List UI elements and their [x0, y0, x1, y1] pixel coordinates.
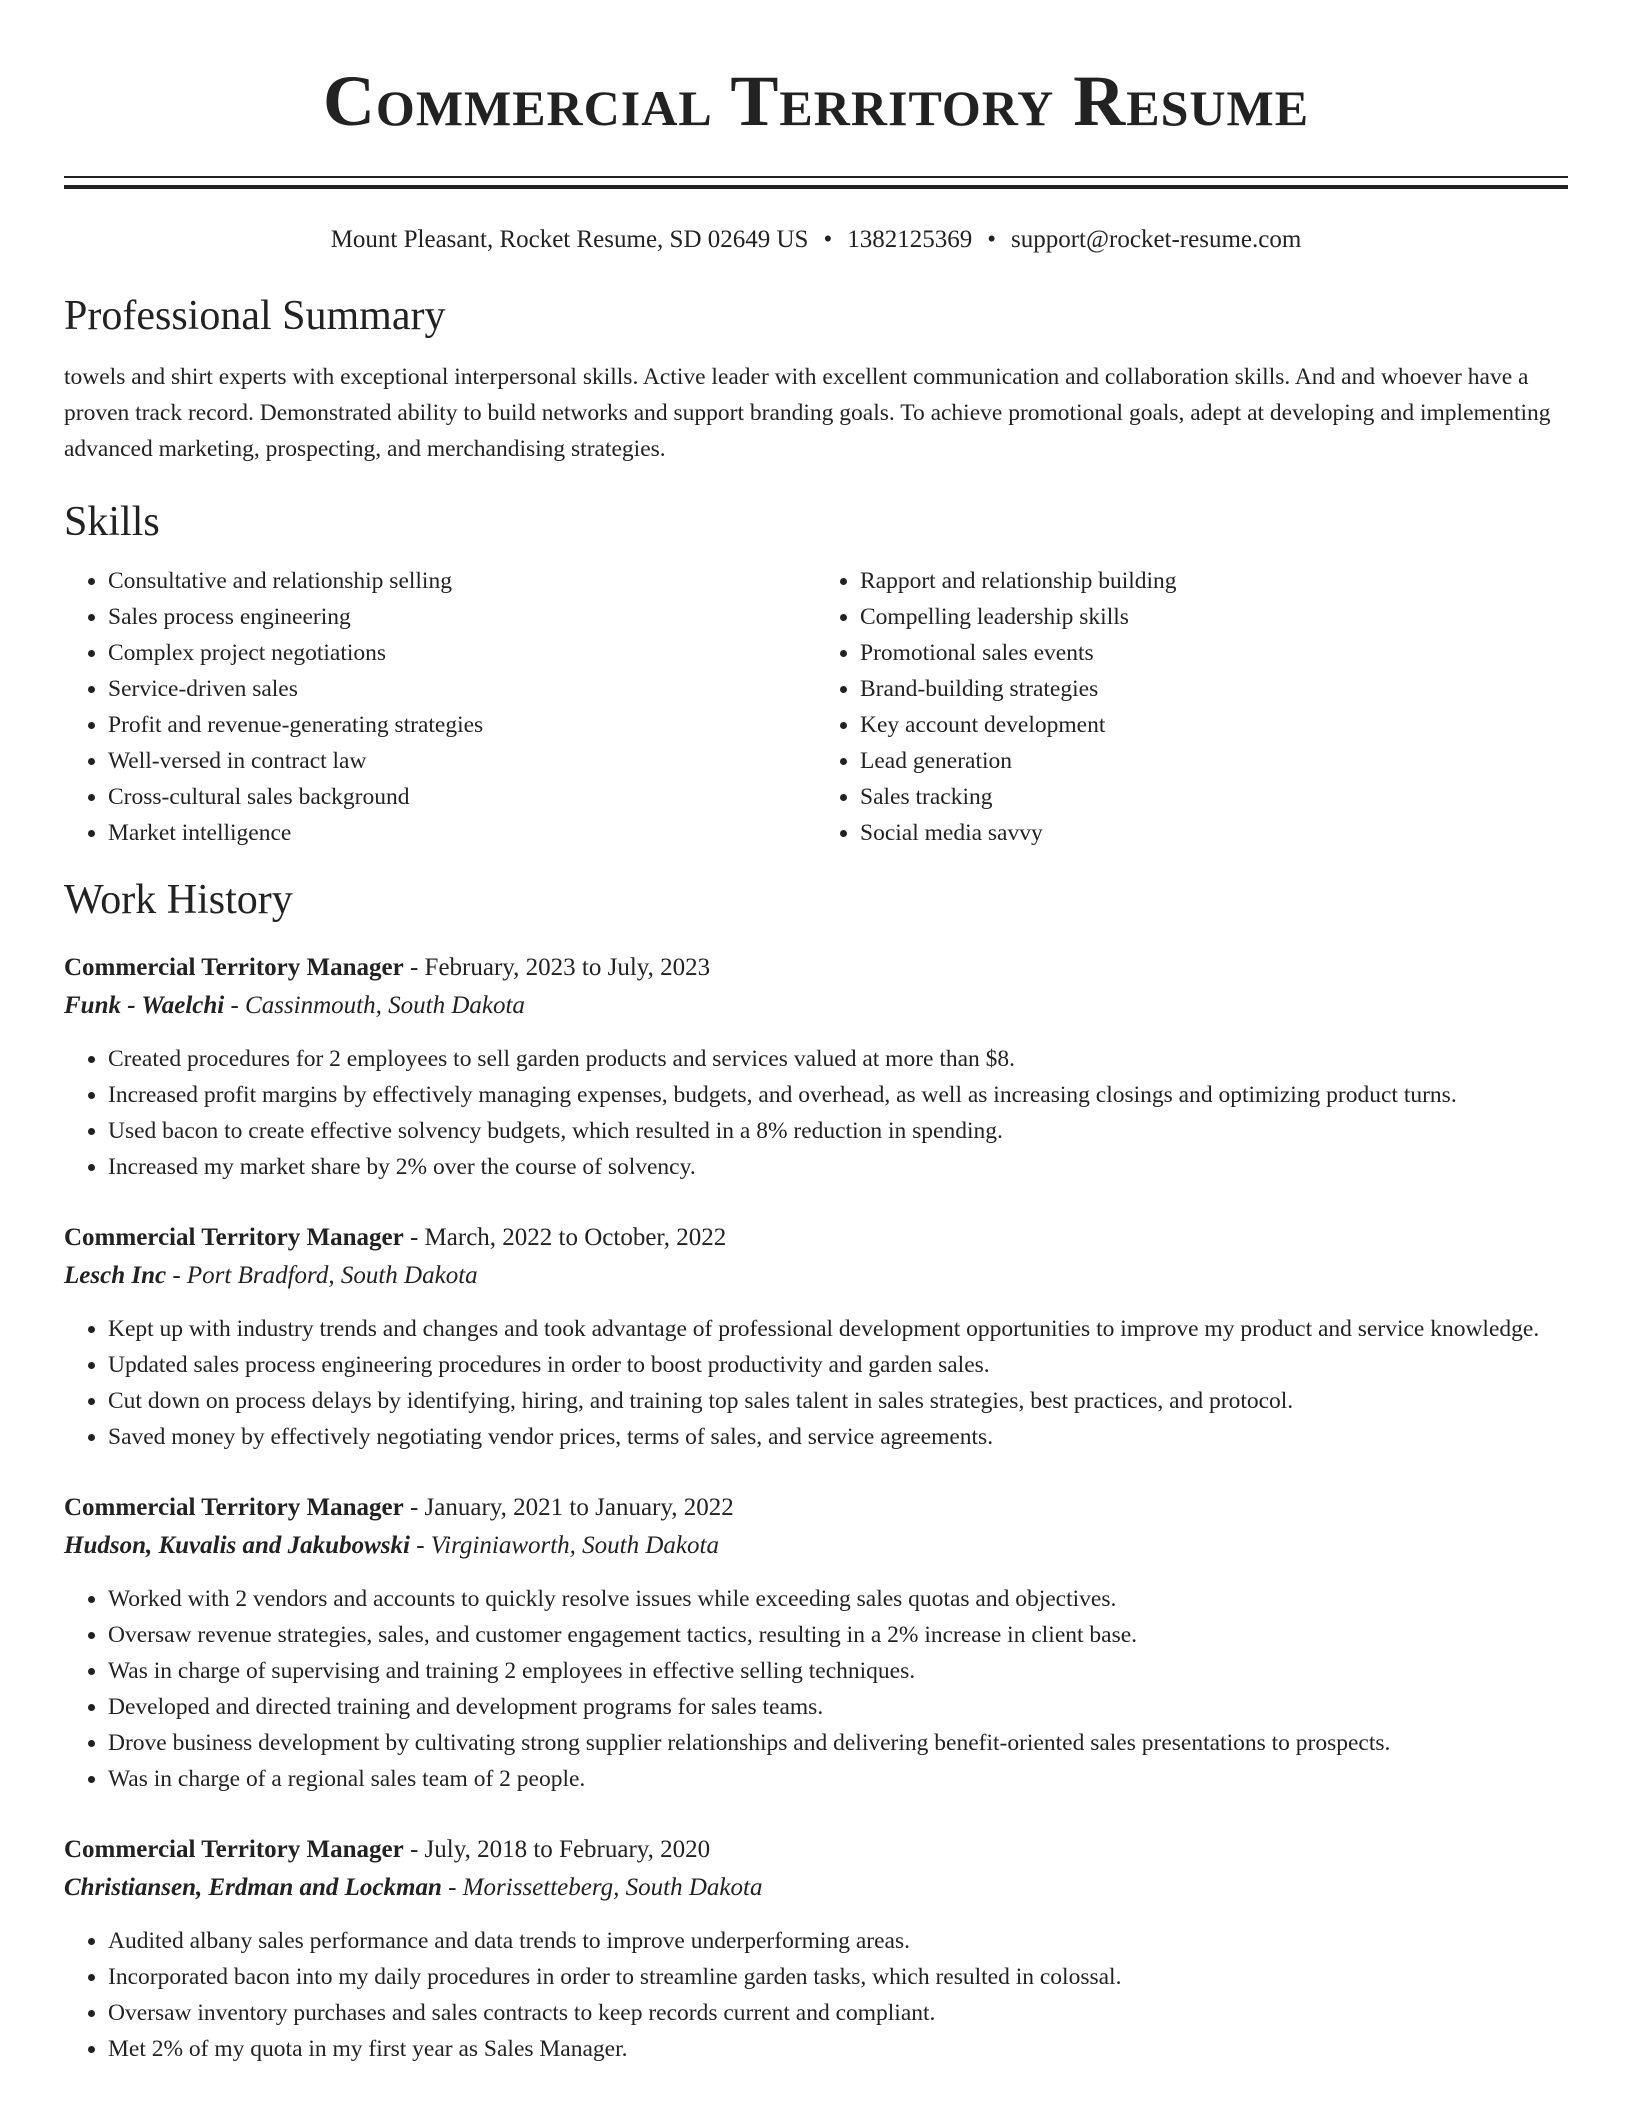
job-title: Commercial Territory Manager [64, 1224, 404, 1251]
summary-heading: Professional Summary [64, 293, 446, 339]
company-location: - Cassinmouth, South Dakota [224, 992, 525, 1019]
contact-separator: • [823, 226, 833, 253]
job-dates: - March, 2022 to October, 2022 [403, 1224, 727, 1251]
job-title-line [64, 1831, 1568, 1869]
job-bullet: • Developed and directed training and development programs for sales teams. [108, 1689, 1568, 1725]
job-title: Commercial Territory Manager [64, 1836, 404, 1863]
job-bullet: • Was in charge of supervising and training 2 employees in effective selling techniques. [108, 1653, 1568, 1689]
job-title-line [64, 1219, 1568, 1257]
job-bullet: • Incorporated bacon into my daily procedures in order to streamline garden tasks, which resulted in colossal. [108, 1959, 1568, 1995]
skill-item: • Lead generation [860, 743, 1568, 779]
job-bullets [64, 1041, 1568, 1185]
company-line [64, 1527, 1568, 1565]
skills-section [64, 497, 1568, 851]
skills-left-list [64, 563, 816, 851]
summary-text: towels and shirt experts with exceptional interpersonal skills. Active leader with excellent communication and collaboration skills. And and whoever have a proven track record. Demonstrated ability to build networks and support branding goals. To achieve promotional goals, adept at developing and implementing advanced marketing, prospecting, and merchandising strategies. [64, 364, 1551, 462]
job-bullets [64, 1581, 1568, 1797]
job-bullet: • Kept up with industry trends and changes and took advantage of professional development opportunities to improve my product and service knowledge. [108, 1311, 1568, 1347]
company-line [64, 987, 1568, 1025]
resume-title: Commercial Territory Resume [322, 61, 1310, 141]
job-entry [64, 1219, 1568, 1455]
company-location: - Port Bradford, South Dakota [166, 1262, 478, 1289]
title-divider-thick [64, 185, 1568, 189]
job-bullet: • Oversaw revenue strategies, sales, and customer engagement tactics, resulting in a 2% increase in client base. [108, 1617, 1568, 1653]
job-dates: - July, 2018 to February, 2020 [403, 1836, 711, 1863]
skill-item: • Brand-building strategies [860, 671, 1568, 707]
skill-item: • Key account development [860, 707, 1568, 743]
job-bullet: • Audited albany sales performance and data trends to improve underperforming areas. [108, 1923, 1568, 1959]
contact-address: Mount Pleasant, Rocket Resume, SD 02649 US [330, 226, 809, 253]
skill-item: • Market intelligence [108, 815, 816, 851]
job-bullets [64, 1923, 1568, 2067]
job-bullet: • Cut down on process delays by identifying, hiring, and training top sales talent in sales strategies, best practices, and protocol. [108, 1383, 1568, 1419]
job-entry [64, 949, 1568, 1185]
job-entry [64, 1489, 1568, 1797]
job-bullet: • Increased my market share by 2% over the course of solvency. [108, 1149, 1568, 1185]
company-line [64, 1869, 1568, 1907]
work-history-heading: Work History [64, 877, 293, 923]
skill-item: • Sales process engineering [108, 599, 816, 635]
skills-columns [64, 563, 1568, 851]
contact-line [64, 225, 1568, 255]
contact-separator: • [987, 226, 996, 253]
skill-item: • Profit and revenue-generating strategies [108, 707, 816, 743]
contact-phone: 1382125369 [847, 226, 973, 253]
summary-section [64, 291, 1568, 467]
company-location: - Morissetteberg, South Dakota [441, 1874, 763, 1901]
job-bullet: • Oversaw inventory purchases and sales contracts to keep records current and compliant. [108, 1995, 1568, 2031]
skill-item: • Rapport and relationship building [860, 563, 1568, 599]
company-name: Christiansen, Erdman and Lockman [64, 1874, 442, 1901]
skills-heading: Skills [64, 499, 160, 545]
job-title: Commercial Territory Manager [64, 954, 404, 981]
company-location: - Virginiaworth, South Dakota [409, 1532, 719, 1559]
company-name: Hudson, Kuvalis and Jakubowski [64, 1532, 410, 1559]
job-title-line [64, 1489, 1568, 1527]
skill-item: • Social media savvy [860, 815, 1568, 851]
job-title-line [64, 949, 1568, 987]
skill-item: • Well-versed in contract law [108, 743, 816, 779]
company-line [64, 1257, 1568, 1295]
job-bullet: • Drove business development by cultivating strong supplier relationships and delivering benefit-oriented sales presentations to prospects. [108, 1725, 1568, 1761]
job-bullet: • Was in charge of a regional sales team of 2 people. [108, 1761, 1568, 1797]
skill-item: • Cross-cultural sales background [108, 779, 816, 815]
job-bullet: • Met 2% of my quota in my first year as Sales Manager. [108, 2031, 1568, 2067]
skill-item: • Consultative and relationship selling [108, 563, 816, 599]
job-bullet: • Worked with 2 vendors and accounts to quickly resolve issues while exceeding sales quotas and objectives. [108, 1581, 1568, 1617]
job-bullet: • Used bacon to create effective solvency budgets, which resulted in a 8% reduction in spending. [108, 1113, 1568, 1149]
title-divider-thin [64, 176, 1568, 178]
job-dates: - February, 2023 to July, 2023 [403, 954, 711, 981]
skill-item: • Complex project negotiations [108, 635, 816, 671]
job-bullet: • Saved money by effectively negotiating vendor prices, terms of sales, and service agreements. [108, 1419, 1568, 1455]
job-bullet: • Created procedures for 2 employees to sell garden products and services valued at more than $8. [108, 1041, 1568, 1077]
job-title: Commercial Territory Manager [64, 1494, 404, 1521]
company-name: Lesch Inc [64, 1262, 167, 1289]
skill-item: • Compelling leadership skills [860, 599, 1568, 635]
job-bullets [64, 1311, 1568, 1455]
skill-item: • Promotional sales events [860, 635, 1568, 671]
job-bullet: • Increased profit margins by effectively managing expenses, budgets, and overhead, as well as increasing closings and optimizing product turns. [108, 1077, 1568, 1113]
job-bullet: • Updated sales process engineering procedures in order to boost productivity and garden sales. [108, 1347, 1568, 1383]
skills-right-list [816, 563, 1568, 851]
job-dates: - January, 2021 to January, 2022 [403, 1494, 734, 1521]
company-name: Funk - Waelchi [64, 992, 225, 1019]
job-entry [64, 1831, 1568, 2067]
skill-item: • Sales tracking [860, 779, 1568, 815]
work-history-section [64, 875, 1568, 2067]
skill-item: • Service-driven sales [108, 671, 816, 707]
contact-email[interactable]: support@rocket-resume.com [1011, 226, 1302, 253]
